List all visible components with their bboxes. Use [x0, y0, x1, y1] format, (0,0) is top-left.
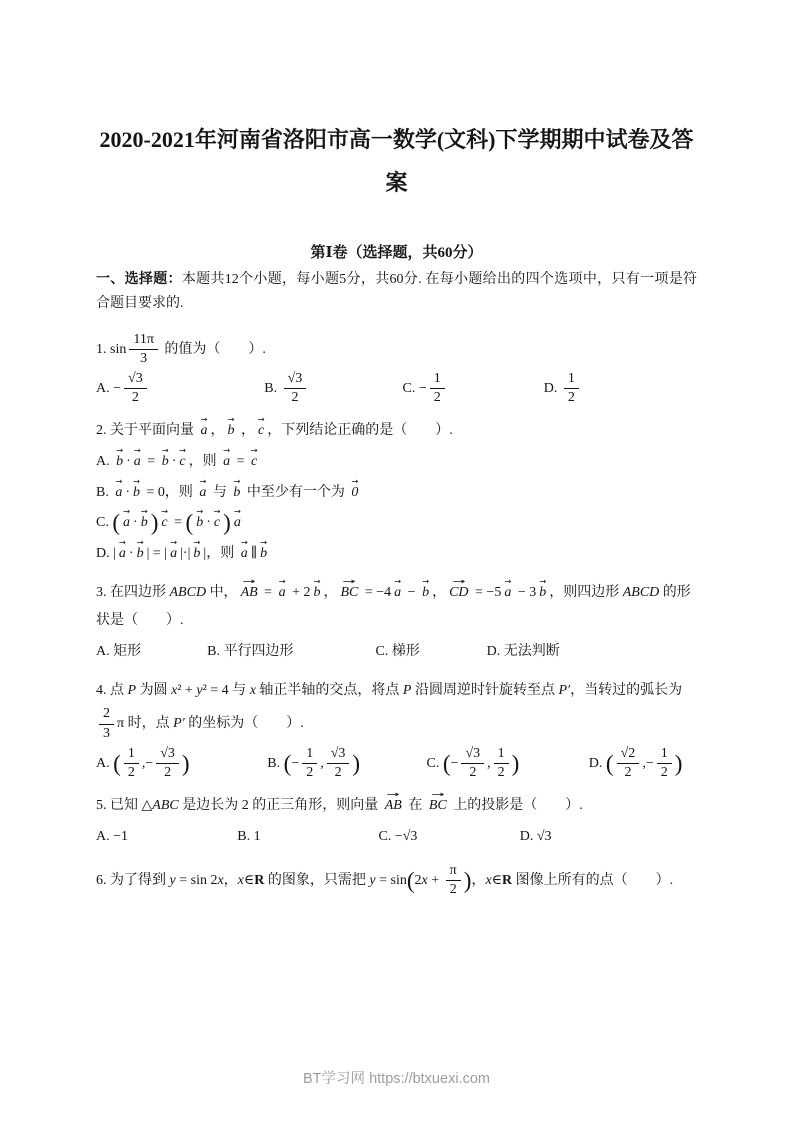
vector: b → [161, 448, 170, 477]
fraction [617, 745, 640, 782]
fraction-denominator: 2 [497, 765, 505, 781]
fraction-denominator: 3 [140, 350, 148, 366]
fraction-denominator: 2 [469, 765, 477, 781]
question-3-options [96, 638, 697, 667]
math-set-symbol: R [502, 872, 513, 888]
vector: a → [169, 540, 178, 569]
question-4-options [96, 745, 697, 782]
fraction-numerator: √3 [461, 745, 484, 764]
q2-option-b: B. a → · b → = 0，则 a → 与 b → 中至少有一个为 0 → [96, 479, 697, 508]
fraction-denominator: 2 [624, 765, 632, 781]
vector: a → [133, 448, 142, 477]
fraction [124, 745, 139, 782]
fraction-numerator: 1 [302, 745, 317, 764]
fraction [99, 705, 114, 742]
question-5-stem: 5. 已知 △ABC 是边长为 2 的正三角形，则向量 AB → 在 BC → 上的投影是（ ）. [96, 792, 697, 821]
fraction-numerator: 1 [124, 745, 139, 764]
fraction-numerator: √3 [284, 370, 307, 389]
big-paren: ( [442, 749, 451, 776]
vector: b → [115, 448, 124, 477]
big-paren: ( [113, 749, 121, 776]
fraction-denominator: 2 [127, 765, 135, 781]
question-5-options [96, 823, 697, 852]
vector: b → [312, 579, 321, 608]
big-paren: ) [150, 509, 159, 536]
math-variable: ABC [152, 798, 179, 814]
fraction-numerator: √3 [327, 745, 350, 764]
vector: b → [232, 479, 241, 508]
fraction [124, 370, 147, 407]
fraction-denominator: 2 [660, 765, 668, 781]
vector: b → [538, 579, 547, 608]
fraction-denominator: 2 [567, 390, 575, 406]
vector: b → [192, 540, 201, 569]
vector: b → [136, 540, 145, 569]
fraction [564, 370, 579, 407]
fraction-denominator: 2 [433, 390, 441, 406]
q3-option-c: C. 梯形 [375, 644, 420, 660]
math-variable: x [485, 872, 492, 888]
vector: a → [240, 540, 249, 569]
fraction [430, 370, 445, 407]
vector: b → [140, 509, 149, 538]
big-paren: ( [112, 509, 121, 536]
q4-option-d: D. ( $\frac{√2}{2}$ ,− $\frac{1}{2}$ ) [589, 745, 697, 782]
q5-option-d: D. √3 [519, 828, 552, 844]
section-instructions [96, 268, 697, 317]
question-1-stem: 1. sin $\frac{11\pi}{3}$ 的值为（ ）. [96, 331, 697, 368]
q4-option-a: A. ( $\frac{1}{2}$ ,− $\frac{√3}{2}$ ) [96, 745, 267, 782]
footer-link[interactable]: BT学习网 https://btxuexi.com [303, 1071, 490, 1087]
vector: a → [393, 579, 402, 608]
fraction-numerator: π [446, 862, 461, 881]
vector: a → [114, 479, 123, 508]
fraction [302, 745, 317, 782]
fraction-denominator: 2 [131, 390, 139, 406]
q2-option-d: D. | a → · b → | = | a → |·| b → |，则 a → ∥ b → [96, 540, 697, 569]
fraction-numerator: 1 [430, 370, 445, 389]
vector: BC → [339, 579, 359, 608]
page-title: 2020-2021年河南省洛阳市高一数学(文科)下学期期中试卷及答案 [99, 126, 694, 195]
fraction-numerator: 1 [564, 370, 579, 389]
big-paren: ) [223, 509, 231, 536]
big-paren: ( [283, 749, 292, 776]
vector: a → [200, 417, 209, 446]
vector: c → [213, 509, 221, 538]
vector: a → [278, 579, 287, 608]
vector: b → [421, 579, 430, 608]
vector: b → [227, 417, 236, 446]
vector: c → [160, 509, 168, 538]
fraction-numerator: √3 [156, 745, 179, 764]
q4-option-b: B. (− $\frac{1}{2}$ , $\frac{√3}{2}$ ) [267, 745, 426, 782]
fraction-denominator: 2 [291, 390, 299, 406]
fraction [494, 745, 509, 782]
q5-option-b: B. 1 [237, 828, 261, 844]
q1-option-a: A. − $\frac{√3}{2}$ [96, 370, 264, 407]
vector: AB → [384, 792, 403, 821]
math-set-symbol: R [254, 872, 265, 888]
fraction [327, 745, 350, 782]
vector: a → [118, 540, 127, 569]
fraction [284, 370, 307, 407]
big-paren: ( [605, 749, 614, 776]
q2-option-a: A. b → · a → = b → · c → ，则 a → = c → [96, 448, 697, 477]
vector: a → [198, 479, 207, 508]
fraction-numerator: 2 [99, 705, 114, 724]
vector: a → [122, 509, 131, 538]
vector: c → [250, 448, 258, 477]
vector: c → [257, 417, 265, 446]
fraction [156, 745, 179, 782]
big-paren: ) [352, 749, 361, 776]
vector: b → [132, 479, 141, 508]
q5-option-c: C. −√3 [378, 828, 418, 844]
vector: a → [222, 448, 231, 477]
fraction [657, 745, 672, 782]
q2-option-c: C. ( a → · b → ) c → = ( b → · c → ) a → [96, 509, 697, 538]
fraction-numerator: 1 [494, 745, 509, 764]
section-header: 第Ⅰ卷（选择题，共60分） [310, 244, 483, 261]
math-variable: x [237, 872, 244, 888]
fraction [446, 862, 461, 899]
big-paren: ) [511, 749, 520, 776]
fraction [461, 745, 484, 782]
math-variable: P [127, 682, 137, 698]
math-variable: x [171, 682, 178, 698]
vector: AB → [240, 579, 259, 608]
math-variable: P′ [558, 682, 571, 698]
instructions-body: 本题共12个小题，每小题5分，共60分. 在每小题给出的四个选项中，只有一项是符合题目要求的. [96, 271, 698, 312]
big-paren: ) [181, 749, 190, 776]
math-variable: P [402, 682, 412, 698]
fraction-denominator: 2 [334, 765, 342, 781]
question-4-stem: 4. 点 P 为圆 x² + y² = 4 与 x 轴正半轴的交点，将点 P 沿圆周逆时针旋转至点 P′，当转过的弧长为 $\frac{2}{3}$ π 时，点 P′ 的坐标为（ ）. [96, 677, 697, 743]
math-variable: x [421, 872, 428, 888]
math-variable: y [196, 682, 203, 698]
vector: a → [233, 509, 242, 538]
fraction-denominator: 2 [164, 765, 172, 781]
question-1-options [96, 370, 697, 407]
math-variable: ABCD [622, 584, 660, 600]
q3-option-b: B. 平行四边形 [207, 644, 294, 660]
big-paren: ( [185, 509, 194, 536]
vector: BC → [428, 792, 448, 821]
q5-option-a: A. −1 [96, 828, 129, 844]
math-variable: ABCD [169, 584, 207, 600]
math-variable: x [217, 872, 224, 888]
math-variable: P′ [173, 716, 185, 732]
math-variable: x [249, 682, 256, 698]
q1-option-d: D. $\frac{1}{2}$ [544, 370, 697, 407]
q1-option-c: C. − $\frac{1}{2}$ [402, 370, 543, 407]
vector: a → [503, 579, 512, 608]
big-paren: ) [463, 866, 472, 893]
fraction [129, 331, 158, 368]
fraction-numerator: √2 [617, 745, 640, 764]
math-variable: y [169, 872, 176, 888]
vector: 0 → [350, 479, 359, 508]
question-2-stem: 2. 关于平面向量 a → ， b → ， c → ，下列结论正确的是（ ）. [96, 417, 697, 446]
question-3-stem: 3. 在四边形 ABCD 中， AB → = a → + 2 b → ， BC → = −4 a → − b → ， CD → = −5 a → − 3 b → ，则四边形 ABCD 的形状是（ ）. [96, 579, 697, 636]
big-paren: ( [406, 866, 415, 893]
q3-option-a: A. 矩形 [96, 644, 142, 660]
fraction-numerator: 11π [129, 331, 158, 350]
fraction-denominator: 2 [449, 881, 457, 897]
fraction-denominator: 2 [306, 765, 314, 781]
vector: CD → [448, 579, 469, 608]
instructions-lead: 一、选择题： [96, 271, 182, 287]
math-variable: y [369, 872, 376, 888]
q1-option-b: B. $\frac{√3}{2}$ [264, 370, 402, 407]
q4-option-c: C. (− $\frac{√3}{2}$ , $\frac{1}{2}$ ) [427, 745, 589, 782]
vector: b → [195, 509, 204, 538]
fraction-numerator: √3 [124, 370, 147, 389]
fraction-denominator: 3 [103, 725, 110, 741]
question-6-stem: 6. 为了得到 y = sin 2x，x∈R 的图象，只需把 y = sin(2x + $\frac{\pi}{2}$ )，x∈R 图像上所有的点（ ）. [96, 862, 697, 899]
q3-option-d: D. 无法判断 [486, 644, 560, 660]
fraction-numerator: 1 [657, 745, 672, 764]
big-paren: ) [674, 749, 683, 776]
vector: b → [259, 540, 268, 569]
vector: c → [178, 448, 186, 477]
